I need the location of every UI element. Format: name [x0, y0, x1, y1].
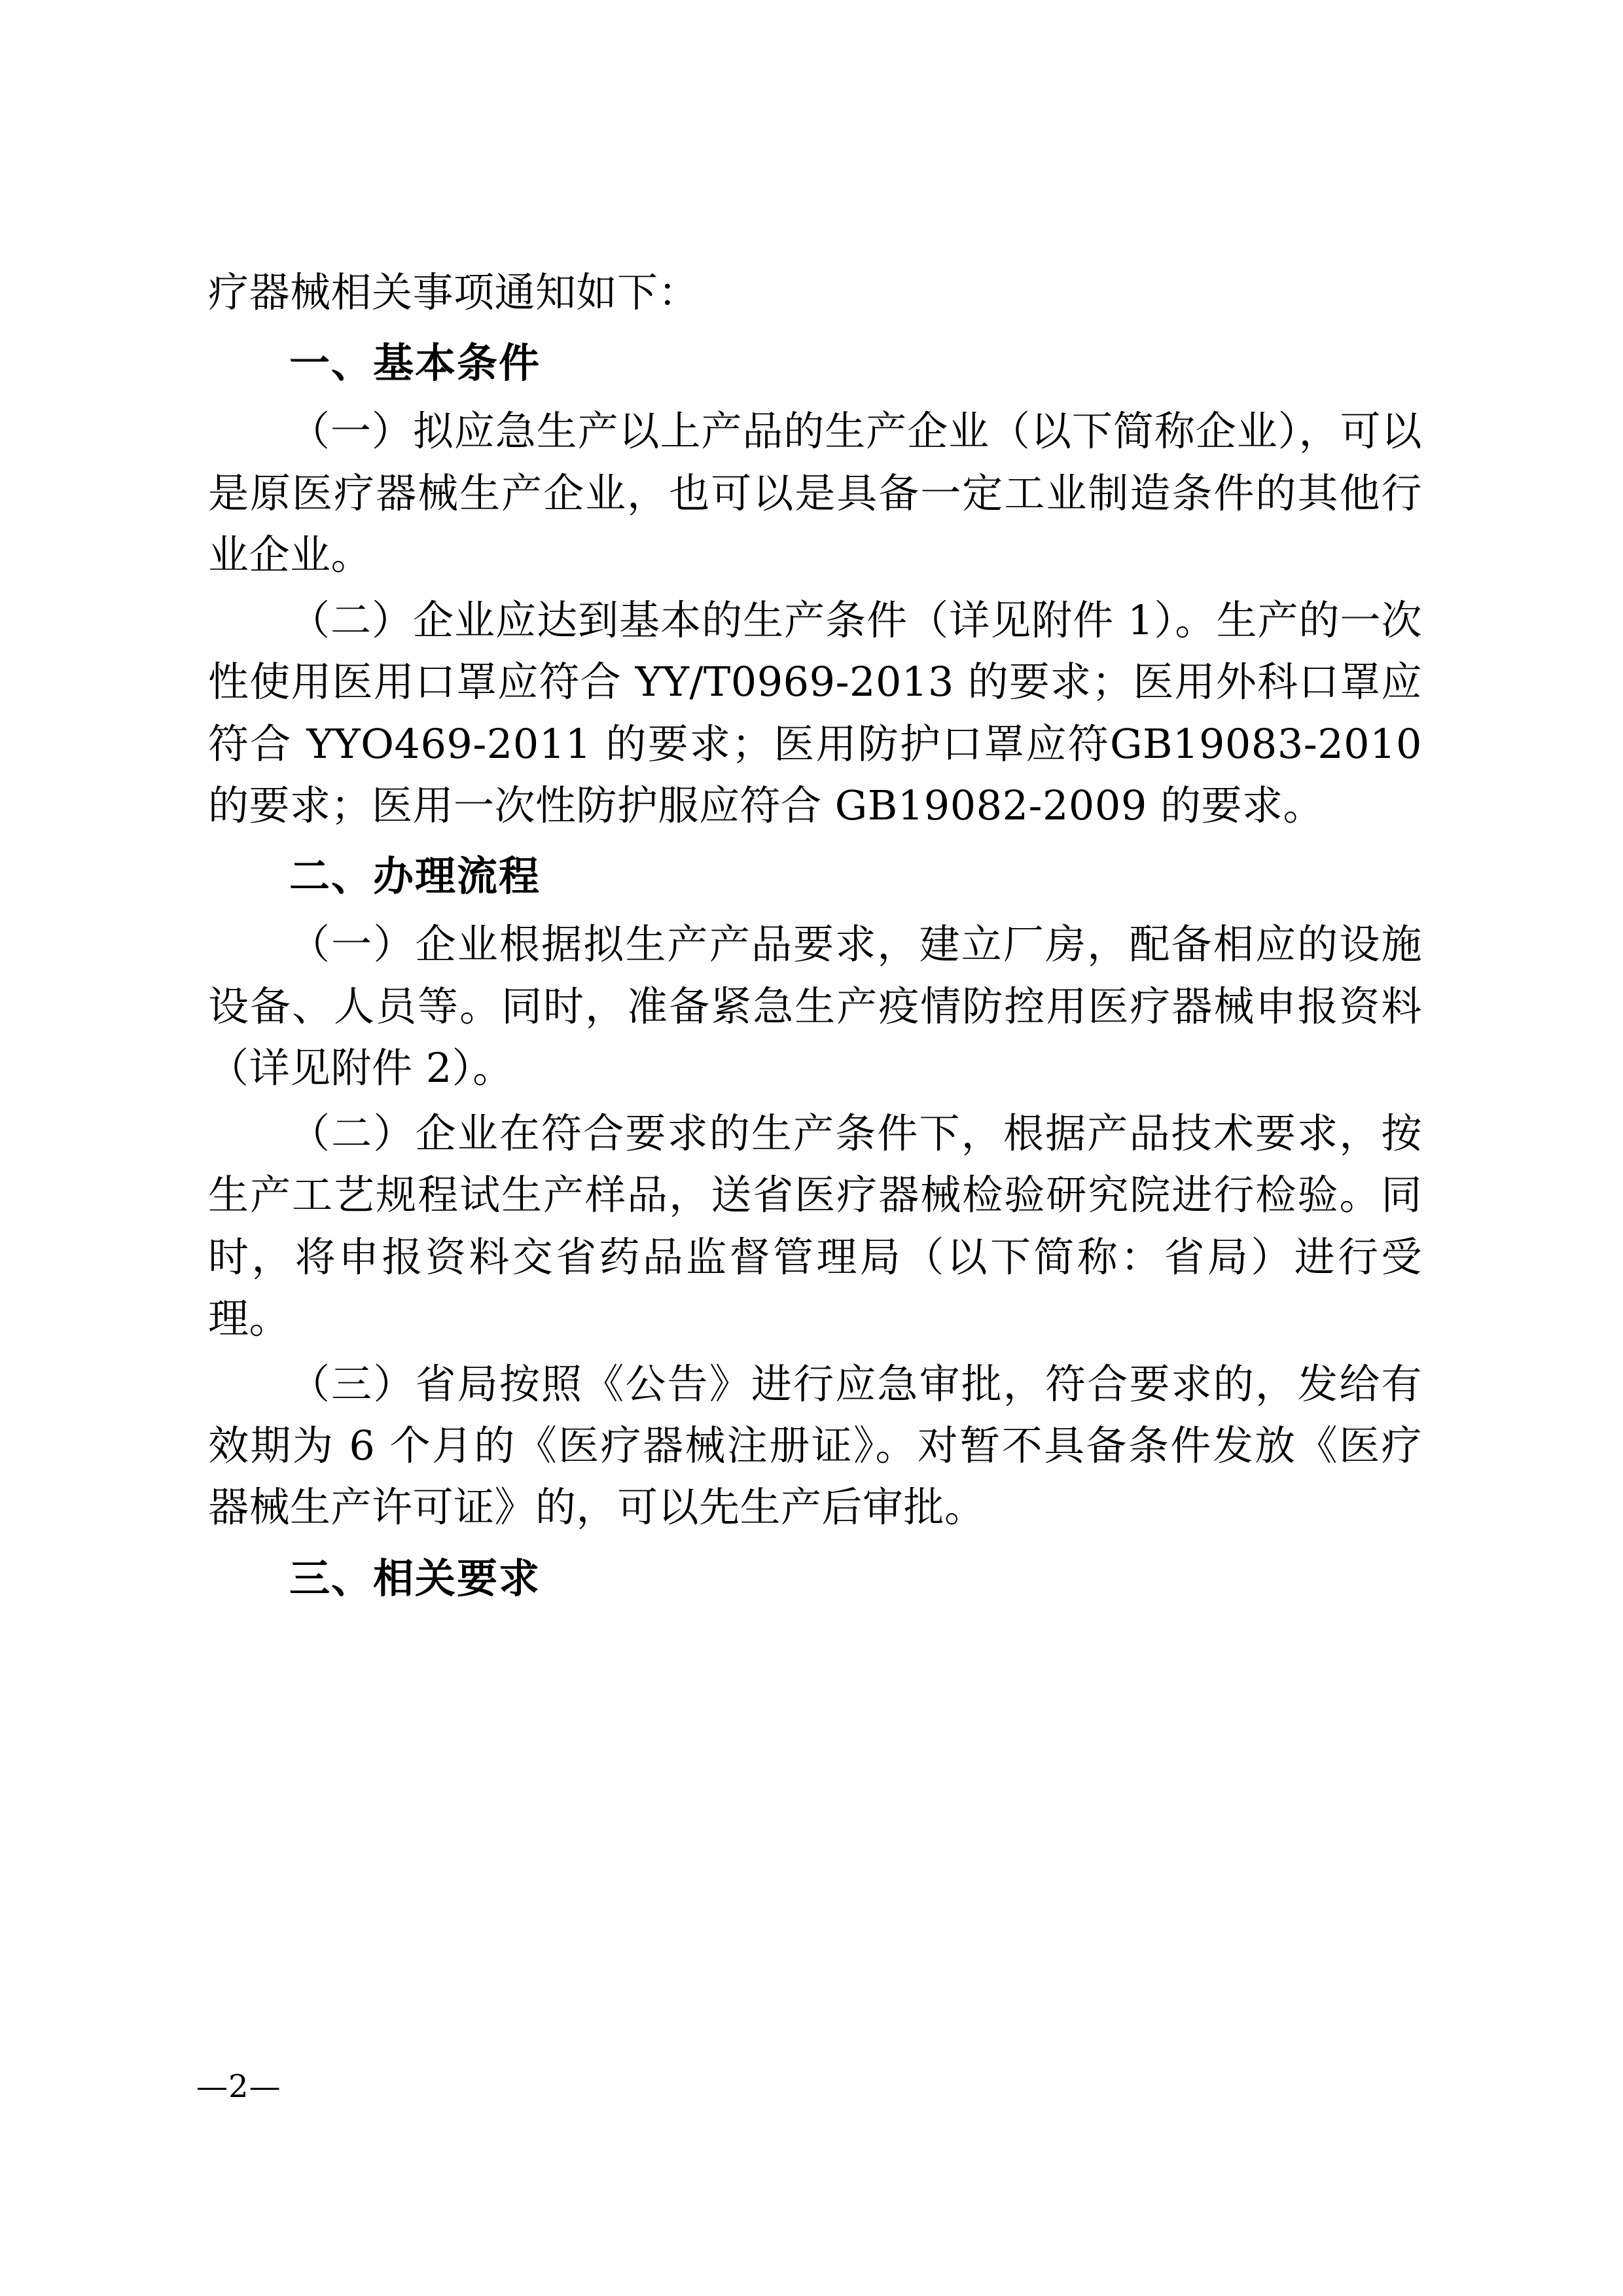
paragraph-process-3: （三）省局按照《公告》进行应急审批，符合要求的，发给有效期为 6 个月的《医疗器械注册证》。对暂不具备条件发放《医疗器械生产许可证》的，可以先生产后审批。 [208, 1359, 1422, 1532]
heading-related-requirements: 三、相关要求 [289, 1554, 541, 1602]
paragraph-process-1: （一）企业根据拟生产产品要求，建立厂房，配备相应的设施设备、人员等。同时，准备紧急生产疫情防控用医疗器械申报资料（详见附件 2）。 [208, 920, 1422, 1092]
heading-handling-process: 二、办理流程 [289, 852, 541, 901]
paragraph-basic-conditions-1: （一）拟应急生产以上产品的生产企业（以下简称企业），可以是原医疗器械生产企业，也可以是具备一定工业制造条件的其他行业企业。 [208, 407, 1422, 579]
paragraph-intro-continuation: 疗器械相关事项通知如下： [208, 268, 700, 316]
paragraph-process-2: （二）企业在符合要求的生产条件下，根据产品技术要求，按生产工艺规程试生产样品，送省医疗器械检验研究院进行检验。同时，将申报资料交省药品监督管理局（以下简称：省局）进行受理。 [208, 1109, 1422, 1342]
heading-basic-conditions: 一、基本条件 [289, 339, 541, 387]
paragraph-basic-conditions-2: （二）企业应达到基本的生产条件（详见附件 1）。生产的一次性使用医用口罩应符合 YY/T0969-2013 的要求；医用外科口罩应符合 YYO469-2011 的要求；医用防护口罩应符GB19083-2010 的要求；医用一次性防护服应符合 GB19082-2009 的要求。 [208, 596, 1422, 829]
page-number: —2— [196, 2068, 281, 2105]
document-body [208, 262, 1422, 1616]
